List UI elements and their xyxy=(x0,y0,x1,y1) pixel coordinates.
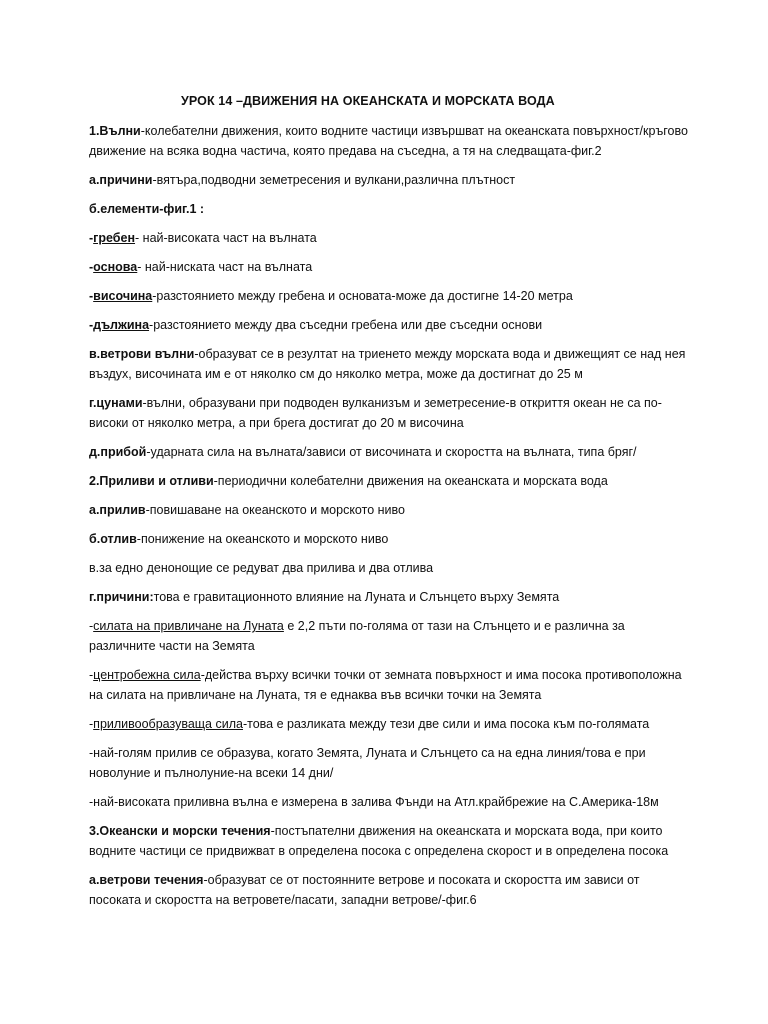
text-run: приливообразуваща сила xyxy=(93,717,243,731)
paragraph-wind-currents xyxy=(89,870,689,910)
paragraph-tsunami xyxy=(89,393,689,433)
text-run: е 2,2 пъти по-голяма от тази на Слънцето и е различна за различните части на Земята xyxy=(89,619,625,653)
text-run: дължина xyxy=(93,318,150,332)
text-run: гребен xyxy=(93,231,136,245)
text-run: силата на привличане на Луната xyxy=(93,619,284,633)
paragraph-section-3-currents xyxy=(89,821,689,861)
text-run: - xyxy=(89,717,94,731)
text-run: -вятъра,подводни земетресения и вулкани,различна плътност xyxy=(152,173,516,187)
text-run: б.елементи-фиг.1 : xyxy=(89,202,205,216)
page-title: УРОК 14 –ДВИЖЕНИЯ НА ОКЕАНСКАТА И МОРСКАТА ВОДА xyxy=(181,94,555,108)
text-run: г.цунами xyxy=(89,396,143,410)
text-run: -образуват се в резултат на триенето между морската вода и движещият се над нея въздух, височината им е от няколко см до няколко метра, може да достигнат до 25 м xyxy=(89,347,686,381)
text-run: 3.Океански и морски течения xyxy=(89,824,271,838)
text-run: -ударната сила на вълната/зависи от височината и скоростта на вълната, типа бряг/ xyxy=(146,445,637,459)
text-run: центробежна сила xyxy=(93,668,201,682)
paragraph-wind-waves xyxy=(89,344,689,384)
document-body xyxy=(89,121,689,919)
text-run: - най-ниската част на вълната xyxy=(137,260,313,274)
paragraph-low-tide xyxy=(89,529,689,549)
paragraph-tides-causes xyxy=(89,587,689,607)
text-run: - xyxy=(89,231,94,245)
text-run: -повишаване на океанското и морското ниво xyxy=(145,503,405,517)
paragraph-biggest-tide xyxy=(89,743,689,783)
text-run: -периодични колебателни движения на океанската и морската вода xyxy=(213,474,608,488)
paragraph-surf xyxy=(89,442,689,462)
text-run: -най-високата приливна вълна е измерена в залива Фънди на Атл.крайбрежие на С.Америка-18м xyxy=(89,795,659,809)
text-run: -най-голям прилив се образува, когато Земята, Луната и Слънцето са на една линия/това е при новолуние и пълнолуние-на всеки 14 дни/ xyxy=(89,746,646,780)
paragraph-element-base xyxy=(89,257,689,277)
text-run: основа xyxy=(93,260,138,274)
paragraph-waves-causes xyxy=(89,170,689,190)
text-run: - xyxy=(89,668,94,682)
text-run: -постъпателни движения на океанската и морската вода, при които водните частици се придвижват в определена посока с определена скорост и в определена посока xyxy=(89,824,669,858)
text-run: б.отлив xyxy=(89,532,137,546)
text-run: а.прилив xyxy=(89,503,146,517)
paragraph-centrifugal-force xyxy=(89,665,689,705)
text-run: -действа върху всички точки от земната повърхност и има посока противоположна на силата на привличане на Луната, тя е еднаква във всички точки на Земята xyxy=(89,668,682,702)
text-run: височина xyxy=(93,289,153,303)
paragraph-highest-tide-wave xyxy=(89,792,689,812)
text-run: -разстоянието между два съседни гребена или две съседни основи xyxy=(149,318,543,332)
text-run: 1.Вълни xyxy=(89,124,141,138)
paragraph-element-height xyxy=(89,286,689,306)
text-run: -това е разликата между тези две сили и има посока към по-голямата xyxy=(242,717,650,731)
text-run: - xyxy=(89,289,94,303)
text-run: а.ветрови течения xyxy=(89,873,204,887)
text-run: д.прибой xyxy=(89,445,147,459)
paragraph-moon-attraction xyxy=(89,616,689,656)
text-run: - xyxy=(89,619,94,633)
text-run: -вълни, образувани при подводен вулканизъм и земетресение-в откриття океан не са по-високи от няколко метра, а при брега достигат до 20 м височина xyxy=(89,396,662,430)
paragraph-element-crest xyxy=(89,228,689,248)
paragraph-element-length xyxy=(89,315,689,335)
paragraph-tide-generating-force xyxy=(89,714,689,734)
text-run: - най-високата част на вълната xyxy=(135,231,317,245)
text-run: а.причини xyxy=(89,173,153,187)
paragraph-high-tide xyxy=(89,500,689,520)
text-run: -образуват се от постоянните ветрове и посоката и скоростта им зависи от посоката и скоростта на ветровете/пасати, западни ветрове/-фиг.6 xyxy=(89,873,640,907)
text-run: г.причини: xyxy=(89,590,154,604)
text-run: това е гравитационното влияние на Луната и Слънцето върху Земята xyxy=(153,590,560,604)
text-run: 2.Приливи и отливи xyxy=(89,474,214,488)
text-run: - xyxy=(89,318,94,332)
text-run: в.за едно денонощие се редуват два прилива и два отлива xyxy=(89,561,434,575)
paragraph-section-2-tides xyxy=(89,471,689,491)
paragraph-tides-per-day xyxy=(89,558,689,578)
paragraph-waves-elements xyxy=(89,199,689,219)
text-run: -понижение на океанското и морското ниво xyxy=(136,532,389,546)
text-run: -разстоянието между гребена и основата-може да достигне 14-20 метра xyxy=(152,289,573,303)
paragraph-section-1-waves xyxy=(89,121,689,161)
text-run: -колебателни движения, които водните частици извършват на океанската повърхност/кръгово движение на всяка водна частича, която предава на съседна, а тя на следващата-фиг.2 xyxy=(89,124,688,158)
text-run: в.ветрови вълни xyxy=(89,347,195,361)
text-run: - xyxy=(89,260,94,274)
